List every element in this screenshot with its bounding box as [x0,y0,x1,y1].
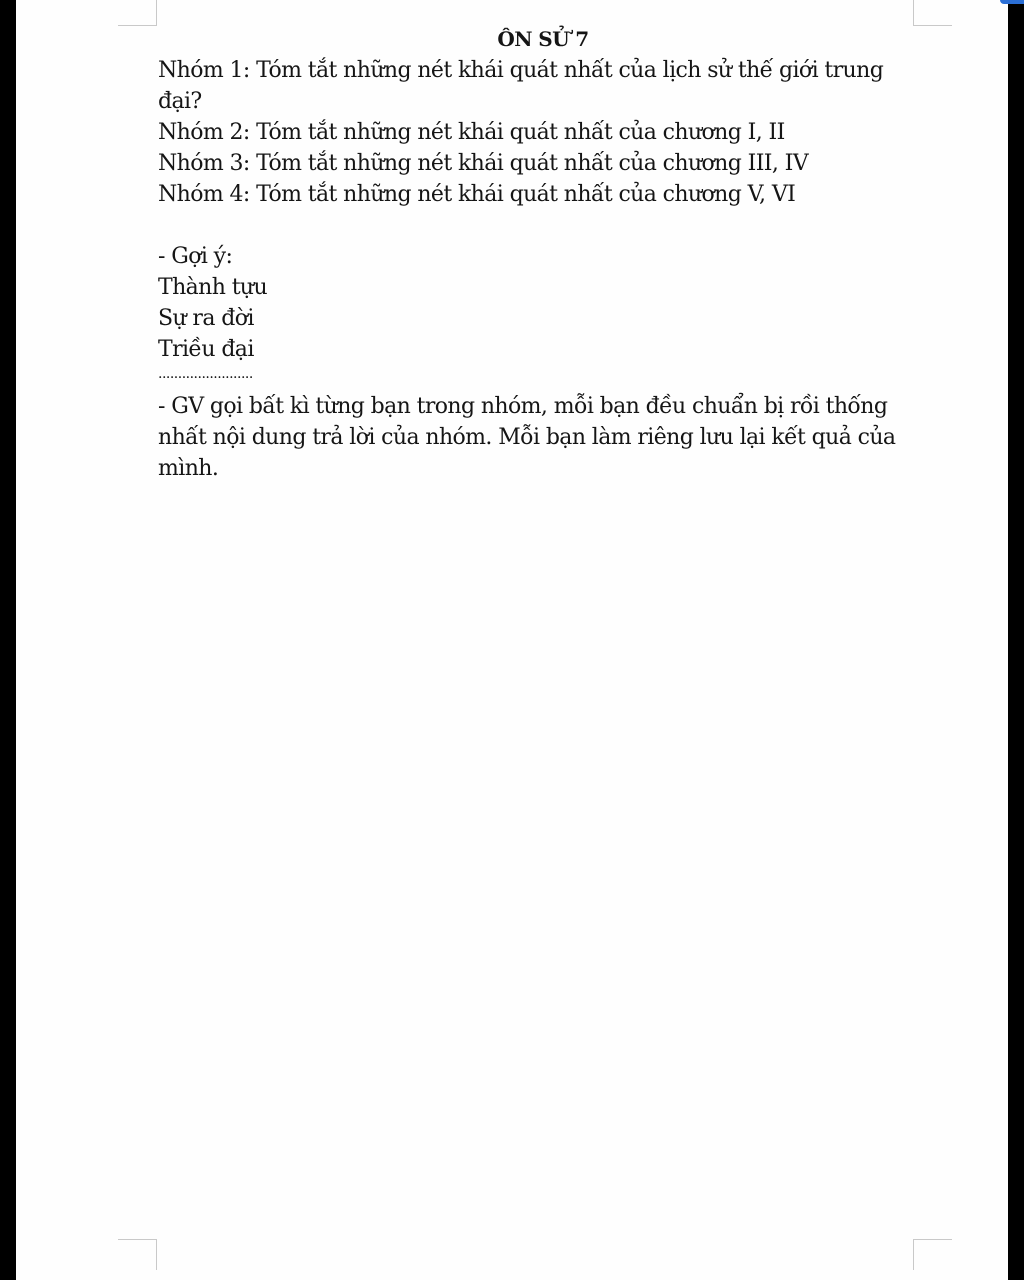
margin-corner-bottom-left [118,1239,157,1270]
group-1-task: Nhóm 1: Tóm tắt những nét khái quát nhất của lịch sử thế giới trung đại? [158,58,890,114]
document-body [158,24,928,484]
hint-label: - Gợi ý: [158,244,233,269]
margin-corner-top-right [913,0,952,26]
hint-item: Sự ra đời [158,306,254,331]
dotted-placeholder: ........................ [158,366,253,382]
blank-line [158,210,928,241]
group-3-task: Nhóm 3: Tóm tắt những nét khái quát nhất của chương III, IV [158,151,809,176]
margin-corner-bottom-right [913,1239,952,1270]
group-4-task: Nhóm 4: Tóm tắt những nét khái quát nhất của chương V, VI [158,182,796,207]
group-2-task: Nhóm 2: Tóm tắt những nét khái quát nhất của chương I, II [158,120,785,145]
hint-item: Thành tựu [158,275,268,300]
document-page [16,0,1008,1280]
accent-edge [1000,0,1024,4]
margin-corner-top-left [118,0,157,26]
document-title: ÔN SỬ 7 [497,27,589,51]
teacher-instruction: - GV gọi bất kì từng bạn trong nhóm, mỗi bạn đều chuẩn bị rồi thống nhất nội dung trả lời của nhóm. Mỗi bạn làm riêng lưu lại kết quả của mình. [158,394,902,481]
hint-item: Triều đại [158,337,254,362]
